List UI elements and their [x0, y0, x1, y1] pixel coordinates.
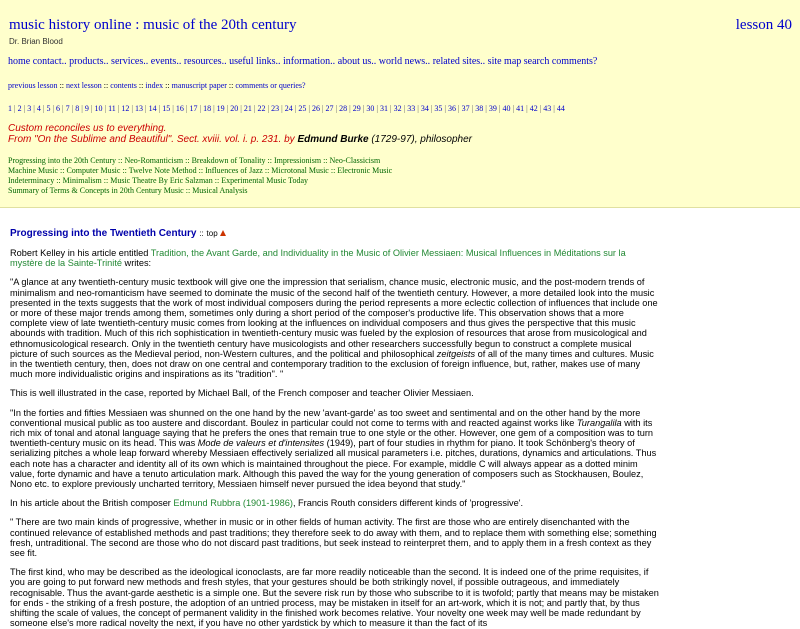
separator: |	[442, 104, 449, 113]
separator: |	[551, 104, 557, 113]
menu-item-site-map[interactable]: site map	[487, 56, 522, 67]
separator: |	[524, 104, 530, 113]
subnav-next-lesson[interactable]: next lesson	[66, 81, 102, 90]
separator: |	[197, 104, 204, 113]
page-10[interactable]: 10	[94, 104, 103, 113]
page-29[interactable]: 29	[352, 104, 361, 113]
separator: |	[456, 104, 462, 113]
separator: ::	[120, 166, 129, 175]
page-16[interactable]: 16	[175, 104, 184, 113]
separator: ::	[116, 156, 125, 165]
separator: ::	[183, 156, 192, 165]
separator: |	[143, 104, 149, 113]
separator: |	[292, 104, 299, 113]
separator: ::	[226, 81, 236, 90]
topic-experimental-music-today[interactable]: Experimental Music Today	[221, 176, 309, 185]
separator: ::	[265, 156, 274, 165]
subnav-contents[interactable]: contents	[110, 81, 137, 90]
page-30[interactable]: 30	[366, 104, 375, 113]
text: writes:	[122, 258, 152, 269]
separator: ::	[57, 81, 67, 90]
author-name: Dr. Brian Blood	[9, 37, 63, 46]
separator: |	[387, 104, 394, 113]
separator: |	[115, 104, 122, 113]
paragraph	[10, 248, 660, 268]
topic-music-theatre-by-eric-salzman[interactable]: Music Theatre By Eric Salzman	[110, 176, 213, 185]
page-42[interactable]: 42	[529, 104, 538, 113]
topic-influences-of-jazz[interactable]: Influences of Jazz	[205, 166, 263, 175]
menu-item-home[interactable]: home	[8, 56, 31, 67]
menu-item-information[interactable]: information..	[282, 56, 336, 67]
separator: |	[279, 104, 285, 113]
separator: ::	[262, 166, 272, 175]
separator: |	[496, 104, 503, 113]
page-20[interactable]: 20	[230, 104, 239, 113]
topic-summary-of-terms-concepts-in-20th-century-music[interactable]: Summary of Terms & Concepts in 20th Century Music	[8, 186, 184, 195]
section-heading	[10, 228, 660, 239]
separator: |	[21, 104, 28, 113]
subnav-previous-lesson[interactable]: previous lesson	[8, 81, 58, 90]
page-24[interactable]: 24	[284, 104, 293, 113]
separator: ::	[54, 176, 63, 185]
separator: |	[129, 104, 136, 113]
page-38[interactable]: 38	[475, 104, 484, 113]
page-31[interactable]: 31	[379, 104, 388, 113]
topic-row	[8, 166, 800, 176]
page-12[interactable]: 12	[121, 104, 130, 113]
menu-item-services[interactable]: services..	[111, 56, 149, 67]
site-title-link[interactable]: music history online : music of the 20th century	[9, 17, 297, 33]
separator: |	[170, 104, 176, 113]
page-27[interactable]: 27	[325, 104, 334, 113]
page-37[interactable]: 37	[461, 104, 470, 113]
menu-item-search[interactable]: search	[523, 56, 550, 67]
subnav-manuscript-paper[interactable]: manuscript paper	[171, 81, 227, 90]
separator: |	[12, 104, 18, 113]
menu-item-comments[interactable]: comments?	[551, 56, 598, 67]
paragraph	[10, 408, 660, 490]
page-13[interactable]: 13	[135, 104, 144, 113]
topic-indeterminacy[interactable]: Indeterminacy	[8, 176, 55, 185]
separator: ::	[58, 166, 67, 175]
topic-nav	[8, 156, 800, 196]
page-23[interactable]: 23	[271, 104, 280, 113]
separator: |	[347, 104, 353, 113]
separator: |	[183, 104, 190, 113]
topic-row	[8, 186, 800, 196]
quote-author: Edmund Burke	[297, 134, 369, 145]
separator: |	[483, 104, 489, 113]
text: In his article about the British composer	[10, 498, 174, 509]
menu-item-events[interactable]: events..	[150, 56, 182, 67]
separator: ::	[136, 81, 146, 90]
page-33[interactable]: 33	[407, 104, 416, 113]
subnav-index[interactable]: index	[145, 81, 164, 90]
separator: ::	[183, 186, 193, 195]
page-1[interactable]: 1	[8, 104, 12, 113]
separator: |	[224, 104, 231, 113]
text-italic: zeitgeists	[436, 348, 476, 359]
topic-electronic-music[interactable]: Electronic Music	[337, 166, 393, 175]
up-arrow-icon	[220, 230, 226, 236]
page-19[interactable]: 19	[216, 104, 225, 113]
separator: ::	[321, 156, 330, 165]
topic-breakdown-of-tonality[interactable]: Breakdown of Tonality	[191, 156, 266, 165]
separator: |	[69, 104, 76, 113]
separator: |	[156, 104, 163, 113]
quote-author-years: (1729-97), philosopher	[368, 134, 472, 145]
lesson-label: lesson 40	[735, 17, 792, 33]
page-44[interactable]: 44	[556, 104, 565, 113]
top-link[interactable]	[207, 229, 226, 238]
separator: |	[401, 104, 408, 113]
topic-twelve-note-method[interactable]: Twelve Note Method	[128, 166, 197, 175]
page-3[interactable]: 3	[27, 104, 32, 113]
page-22[interactable]: 22	[257, 104, 266, 113]
page-11[interactable]: 11	[108, 104, 116, 113]
separator: |	[469, 104, 476, 113]
page-14[interactable]: 14	[148, 104, 157, 113]
menu-item-products[interactable]: products..	[69, 56, 109, 67]
separator: |	[50, 104, 57, 113]
separator: |	[238, 104, 244, 113]
page-39[interactable]: 39	[488, 104, 497, 113]
page-9[interactable]: 9	[84, 104, 89, 113]
separator: |	[374, 104, 380, 113]
separator: ::	[328, 166, 338, 175]
subnav-comments-or-queries[interactable]: comments or queries?	[235, 81, 306, 90]
page-36[interactable]: 36	[448, 104, 457, 113]
page-18[interactable]: 18	[203, 104, 212, 113]
quote-source: From "On the Sublime and Beautiful". Sect. xviii. vol. i. p. 231. by	[8, 134, 298, 145]
topic-neo-classicism[interactable]: Neo-Classicism	[329, 156, 381, 165]
page-number-nav	[8, 104, 800, 113]
topic-row	[8, 156, 800, 166]
topic-musical-analysis[interactable]: Musical Analysis	[192, 186, 248, 195]
page-4[interactable]: 4	[36, 104, 41, 113]
paragraph: This is well illustrated in the case, reported by Michael Ball, of the French composer and teacher Olivier Messiaen.	[10, 388, 474, 399]
menu-item-useful-links[interactable]: useful links..	[229, 56, 281, 67]
text: (1949), part of four studies in rhythm for piano. It took Schönberg's theory of serializing pitches a whole leap forward whereby Messiaen effectively serialized all musical parameters i.e. pitches, durations, dynamics and articulations. Thus each note has a character and identity all of its own which is maintained throughout the piece. For example, middle C will always appear as a dotted minim value, forte dynamic and have a tenuto articulation mark. Although this paved the way for the young generation of composers such as Stockhausen, Boulez, Nono etc. to explore previously uncharted territory, Messiaen himself never pursued the idea beyond that study."	[10, 438, 657, 490]
quote-block	[8, 123, 800, 145]
page-6[interactable]: 6	[56, 104, 61, 113]
paragraph	[10, 498, 660, 508]
page-43[interactable]: 43	[543, 104, 552, 113]
separator: ::	[212, 176, 222, 185]
main-menu	[8, 56, 800, 67]
paragraph	[10, 277, 660, 379]
page-17[interactable]: 17	[189, 104, 198, 113]
text: Robert Kelley in his article entitled	[10, 248, 151, 258]
separator: |	[60, 104, 66, 113]
separator: |	[79, 104, 85, 113]
menu-item-world-news[interactable]: world news..	[378, 56, 431, 67]
top-label: top	[206, 229, 218, 238]
sub-nav	[8, 81, 800, 90]
section-sep: ::	[199, 229, 204, 238]
page-header	[0, 0, 800, 208]
page-25[interactable]: 25	[298, 104, 307, 113]
text: "A glance at any twentieth-century music textbook will give one the impression that serialism, chance music, electronic music, and the post-modern trends of minimalism and neo-romanticism have seemed to dominate the music of the second half of the twentieth century. However, a more detailed look into the music presented in the texts suggests that the work of most individual composers during the period represents a more eclectic collection of influences that include one or more of these major trends among them, sometimes only during a short period of the composer's productive life. This observation shows that a more complete view of late twentieth-century music comes from looking at the influences on individual composers and thus gives the perspective that this music abounds with tradition. Much of this rich sophistication in twentieth-century music was fueled by the explosion of resources that arose from musicological and ethnomusicological research. Only in the twentieth century have musicologists and other researchers successfully begun to construct a complete musical picture of such sources as the Medieval period, non-Western cultures, and the political and philosophical	[10, 277, 658, 359]
page-35[interactable]: 35	[434, 104, 443, 113]
page-34[interactable]: 34	[420, 104, 429, 113]
menu-item-resources[interactable]: resources..	[183, 56, 227, 67]
separator: |	[306, 104, 312, 113]
topic-progressing-into-the-20th-century[interactable]: Progressing into the 20th Century	[8, 156, 116, 165]
page-5[interactable]: 5	[46, 104, 51, 113]
page-21[interactable]: 21	[243, 104, 252, 113]
separator: |	[265, 104, 272, 113]
separator: ::	[163, 81, 172, 90]
text-italic: Turangalila	[576, 417, 622, 428]
page-2[interactable]: 2	[17, 104, 22, 113]
separator: |	[510, 104, 517, 113]
page-28[interactable]: 28	[339, 104, 348, 113]
topic-microtonal-music[interactable]: Microtonal Music	[271, 166, 329, 175]
menu-item-about-us[interactable]: about us..	[337, 56, 377, 67]
text: "In the forties and fifties Messiaen was shunned on the one hand by the new 'avant-garde' as too sweet and sentimental and on the other hand by the more conventional musical public as too austere and discordant. Boulez in particular could not come to terms with and reacted against works like	[10, 407, 641, 428]
page-8[interactable]: 8	[75, 104, 80, 113]
separator: |	[40, 104, 47, 113]
page-7[interactable]: 7	[65, 104, 70, 113]
separator: |	[360, 104, 367, 113]
text-italic: Mode de valeurs et d'intensites	[197, 438, 325, 449]
quote-line1: Custom reconciles us to everything.	[8, 123, 167, 134]
text: , Francis Routh considers different kinds of 'progressive'.	[292, 498, 524, 509]
separator: |	[415, 104, 421, 113]
separator: |	[319, 104, 326, 113]
topic-impressionism[interactable]: Impressionism	[273, 156, 322, 165]
title-bar	[8, 14, 800, 34]
page-41[interactable]: 41	[516, 104, 525, 113]
text: of all of the many times and cultures. Music in the twentieth century, then, does not draw on one central and contemporary tradition to the exclusion of foreign influence, but, rather, makes use of many much more individualistic origins and inspirations as its "tradition". "	[10, 348, 654, 380]
separator: ::	[196, 166, 206, 175]
menu-item-contact[interactable]: contact..	[32, 56, 67, 67]
separator: |	[251, 104, 258, 113]
topic-machine-music[interactable]: Machine Music	[8, 166, 58, 175]
separator: |	[428, 104, 435, 113]
separator: |	[211, 104, 217, 113]
separator: ::	[101, 81, 111, 90]
paragraph: The first kind, who may be described as the ideological iconoclasts, are far more readily noticeable than the second. It is indeed one of the prime requisites, if you are going to put forward new methods and fresh styles, that your gestures should be both strikingly novel, if possible outrageous, and immediately recognisable. Thus the avant-garde aesthetic is a simple one. But the severe risk run by those who subscribe to it is twofold; partly that means may be mistaken for ends - the striking of a fresh posture, the adoption of an untried process, may be mistaken in itself for an art-work, which it is not; and partly that, by thus shifting the scale of values, the concept of permanent validity in the finished work becomes relative. Your novelty one week may well be made redundant by someone else's more radical novelty the next, if you have no other yardstick by which to measure it than the fact of its	[10, 567, 659, 629]
menu-item-related-sites[interactable]: related sites..	[432, 56, 486, 67]
page-15[interactable]: 15	[162, 104, 171, 113]
page-26[interactable]: 26	[311, 104, 320, 113]
topic-minimalism[interactable]: Minimalism	[62, 176, 102, 185]
text: with its rich mix of tonal and atonal language saying that he prefers the ones that remain true to one style or the other. However, one gem of a composition was to turn twentieth-century music on its head. This was	[10, 417, 653, 449]
separator: |	[88, 104, 95, 113]
page-40[interactable]: 40	[502, 104, 511, 113]
topic-computer-music[interactable]: Computer Music	[66, 166, 121, 175]
topic-row	[8, 176, 800, 186]
page-32[interactable]: 32	[393, 104, 402, 113]
separator: ::	[101, 176, 111, 185]
separator: |	[102, 104, 109, 113]
rubbra-link[interactable]: Edmund Rubbra (1901-1986)	[173, 498, 293, 509]
separator: |	[333, 104, 340, 113]
separator: |	[537, 104, 544, 113]
topic-neo-romanticism[interactable]: Neo-Romanticism	[124, 156, 184, 165]
article-link[interactable]: Tradition, the Avant Garde, and Individuality in the Music of Olivier Messiaen: Musical Influences in Méditations sur la mystère de la Sainte-Trinité	[10, 248, 626, 269]
main-content	[0, 208, 660, 629]
section-title: Progressing into the Twentieth Century	[10, 228, 197, 239]
paragraph: " There are two main kinds of progressive, whether in music or in other fields of human activity. The first are those who are entirely disenchanted with the continued relevance of established methods and past traditions; they therefore seek to do away with them, and to replace them with something else; something fresh, untraditional. The second are those who do not discard past traditions, but seek instead to reinterpret them, and to apply them in a fresh context as they see fit.	[10, 517, 657, 559]
separator: |	[31, 104, 37, 113]
